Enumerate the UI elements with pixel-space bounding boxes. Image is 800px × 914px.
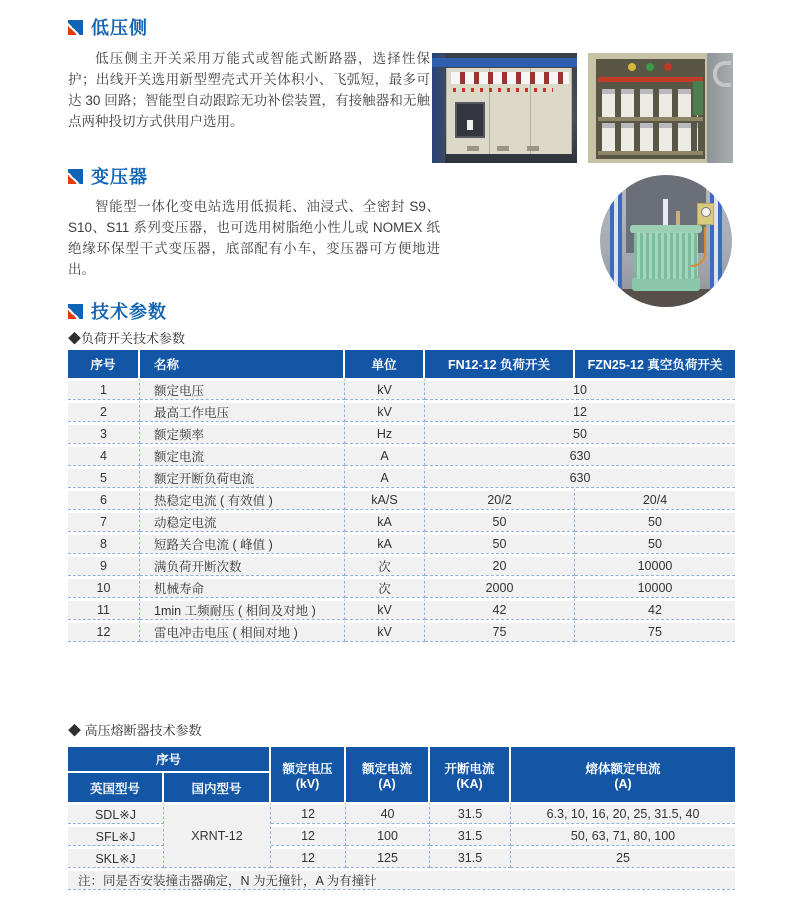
cell-unit: kA <box>345 510 425 532</box>
cell-name: 额定电压 <box>140 378 345 400</box>
cell-no: 7 <box>68 510 140 532</box>
fuse-table-subtitle: ◆ 高压熔断器技术参数 <box>68 723 202 738</box>
section-heading-tech-params <box>68 298 167 324</box>
blue-door-stripe <box>710 175 722 307</box>
transformer-fins <box>634 231 698 279</box>
table-row <box>68 378 735 400</box>
cell-fuse-values: 25 <box>511 846 735 868</box>
cell-no: 5 <box>68 466 140 488</box>
cell-breaking: 31.5 <box>430 846 511 868</box>
cell-value: 50 <box>425 422 735 444</box>
orange-wire <box>690 227 706 267</box>
cell-unit: kV <box>345 400 425 422</box>
table-row <box>68 802 735 824</box>
cell-cn-model: XRNT-12 <box>164 802 271 868</box>
cell-no: 6 <box>68 488 140 510</box>
table-row <box>68 488 735 510</box>
terminal-block <box>693 81 703 115</box>
col-header-fzn25: FZN25-12 真空负荷开关 <box>575 350 735 378</box>
cell-no: 3 <box>68 422 140 444</box>
cell-fn-value: 75 <box>425 620 575 642</box>
col-header-rated-voltage <box>271 747 346 802</box>
cell-unit: A <box>345 466 425 488</box>
fuse-table <box>68 747 735 890</box>
table-note: 注：同是否安装撞击器确定，N 为无撞针，A 为有撞针 <box>68 868 735 890</box>
cell-unit: Hz <box>345 422 425 444</box>
table-row <box>68 400 735 422</box>
cell-name: 短路关合电流 ( 峰值 ) <box>140 532 345 554</box>
col-header-fuse-current <box>511 747 735 802</box>
section-title: 技术参数 <box>91 302 167 322</box>
cell-unit: kA <box>345 532 425 554</box>
cell-breaking: 31.5 <box>430 802 511 824</box>
cell-fuse-values: 6.3, 10, 16, 20, 25, 31.5, 40 <box>511 802 735 824</box>
table-row <box>68 510 735 532</box>
table-note-row <box>68 868 735 890</box>
cell-unit: kA/S <box>345 488 425 510</box>
cabinet-face <box>446 68 572 154</box>
cell-fn-value: 20 <box>425 554 575 576</box>
cell-name: 满负荷开断次数 <box>140 554 345 576</box>
floor <box>622 289 710 307</box>
cell-name: 额定电流 <box>140 444 345 466</box>
cell-name: 额定开断负荷电流 <box>140 466 345 488</box>
cell-value: 630 <box>425 444 735 466</box>
bushing <box>676 211 680 225</box>
col-header-fn12: FN12-12 负荷开关 <box>425 350 575 378</box>
capacitor-cabinet-photo <box>588 53 733 163</box>
cell-no: 9 <box>68 554 140 576</box>
col-header-cn-model: 国内型号 <box>164 773 271 802</box>
cell-name: 机械寿命 <box>140 576 345 598</box>
header-label: 额定电流 <box>362 761 413 776</box>
cell-fuse-values: 50, 63, 71, 80, 100 <box>511 824 735 846</box>
header-label: 开断电流 <box>444 761 495 776</box>
cell-unit: kV <box>345 598 425 620</box>
table-header-row <box>68 747 735 773</box>
cell-voltage: 12 <box>271 802 346 824</box>
table-row <box>68 532 735 554</box>
capacitor-tops <box>602 89 698 94</box>
header-unit: (KA) <box>456 776 483 791</box>
low-voltage-paragraph: 低压侧主开关采用万能式或智能式断路器，选择性保护；出线开关选用新型塑壳式开关体积小、飞弧短，最多可达 30 回路；智能型自动跟踪无功补偿装置，有接触器和无触点两种投切方式供用户选用。 <box>68 51 430 129</box>
cell-unit: kV <box>345 620 425 642</box>
cell-name: 热稳定电流 ( 有效值 ) <box>140 488 345 510</box>
shelf <box>598 117 703 121</box>
cell-fzn-value: 50 <box>575 532 735 554</box>
cell-fzn-value: 75 <box>575 620 735 642</box>
table-row <box>68 422 735 444</box>
col-header-name: 名称 <box>140 350 345 378</box>
cell-value: 630 <box>425 466 735 488</box>
col-header-rated-current <box>346 747 430 802</box>
load-switch-table-subtitle: ◆负荷开关技术参数 <box>68 331 186 346</box>
load-switch-table <box>68 350 735 642</box>
table-header-row <box>68 350 735 378</box>
cell-no: 11 <box>68 598 140 620</box>
col-header-no: 序号 <box>68 350 140 378</box>
cell-no: 10 <box>68 576 140 598</box>
cell-name: 最高工作电压 <box>140 400 345 422</box>
cell-unit: 次 <box>345 576 425 598</box>
cell-no: 12 <box>68 620 140 642</box>
cell-unit: kV <box>345 378 425 400</box>
cell-fn-value: 20/2 <box>425 488 575 510</box>
cell-no: 4 <box>68 444 140 466</box>
header-unit: (kV) <box>295 776 320 791</box>
col-header-unit: 单位 <box>345 350 425 378</box>
cell-name: 动稳定电流 <box>140 510 345 532</box>
insulator-yellow <box>628 63 636 71</box>
cell-no: 1 <box>68 378 140 400</box>
header-unit: (A) <box>614 776 632 791</box>
section-marker-icon <box>68 20 83 35</box>
section-marker-icon <box>68 169 83 184</box>
meter-row <box>451 72 569 84</box>
cell-fzn-value: 10000 <box>575 554 735 576</box>
cabinet-beam <box>432 58 577 67</box>
vent-slots <box>467 146 557 151</box>
cell-unit: A <box>345 444 425 466</box>
cell-current: 100 <box>346 824 430 846</box>
cell-value: 10 <box>425 378 735 400</box>
cell-no: 8 <box>68 532 140 554</box>
cell-uk-model: SDL※J <box>68 802 164 824</box>
cell-voltage: 12 <box>271 846 346 868</box>
insulator-green <box>646 63 654 71</box>
table-row <box>68 444 735 466</box>
section-heading-low-voltage <box>68 14 148 40</box>
cell-fn-value: 2000 <box>425 576 575 598</box>
col-header-breaking-current <box>430 747 511 802</box>
gauge-dial <box>701 207 711 217</box>
section-marker-icon <box>68 304 83 319</box>
shelf <box>598 151 703 155</box>
cell-fn-value: 42 <box>425 598 575 620</box>
transformer-paragraph: 智能型一体化变电站选用低损耗、油浸式、全密封 S9、S10、S11 系列变压器，也可选用树脂绝小性儿或 NOMEX 纸绝缘环保型干式变压器，底部配有小车，变压器可方便地进出。 <box>68 199 440 277</box>
cell-unit: 次 <box>345 554 425 576</box>
header-label: 熔体额定电流 <box>585 761 661 776</box>
transformer-base <box>632 277 700 291</box>
table-row <box>68 554 735 576</box>
cell-voltage: 12 <box>271 824 346 846</box>
cell-no: 2 <box>68 400 140 422</box>
bushing <box>663 199 668 225</box>
cell-fzn-value: 20/4 <box>575 488 735 510</box>
cabinet-frame <box>432 53 445 163</box>
table-row <box>68 598 735 620</box>
transformer-photo <box>600 175 732 307</box>
cell-name: 额定频率 <box>140 422 345 444</box>
red-busbar <box>598 77 703 82</box>
blue-door-stripe <box>610 175 622 307</box>
cell-fzn-value: 10000 <box>575 576 735 598</box>
table-row <box>68 466 735 488</box>
cell-fzn-value: 42 <box>575 598 735 620</box>
cell-breaking: 31.5 <box>430 824 511 846</box>
table-row <box>68 576 735 598</box>
cell-fn-value: 50 <box>425 510 575 532</box>
col-header-model-group: 序号 <box>68 747 271 773</box>
switchgear-photo <box>432 53 577 163</box>
capacitor-tops <box>602 123 698 128</box>
indicator-lights <box>453 88 553 92</box>
cell-current: 40 <box>346 802 430 824</box>
section-heading-transformer <box>68 163 148 189</box>
cell-uk-model: SKL※J <box>68 846 164 868</box>
col-header-uk-model: 英国型号 <box>68 773 164 802</box>
cable-hose <box>713 61 731 87</box>
insulator-red <box>664 63 672 71</box>
cell-uk-model: SFL※J <box>68 824 164 846</box>
cell-fn-value: 50 <box>425 532 575 554</box>
cell-current: 125 <box>346 846 430 868</box>
section-title: 低压侧 <box>91 18 148 38</box>
cell-name: 雷电冲击电压 ( 相间对地 ) <box>140 620 345 642</box>
cell-name: 1min 工频耐压 ( 相间及对地 ) <box>140 598 345 620</box>
table-row <box>68 620 735 642</box>
header-label: 额定电压 <box>282 761 333 776</box>
cell-value: 12 <box>425 400 735 422</box>
section-title: 变压器 <box>91 167 148 187</box>
cell-fzn-value: 50 <box>575 510 735 532</box>
header-unit: (A) <box>378 776 396 791</box>
breaker-handle <box>467 120 473 130</box>
